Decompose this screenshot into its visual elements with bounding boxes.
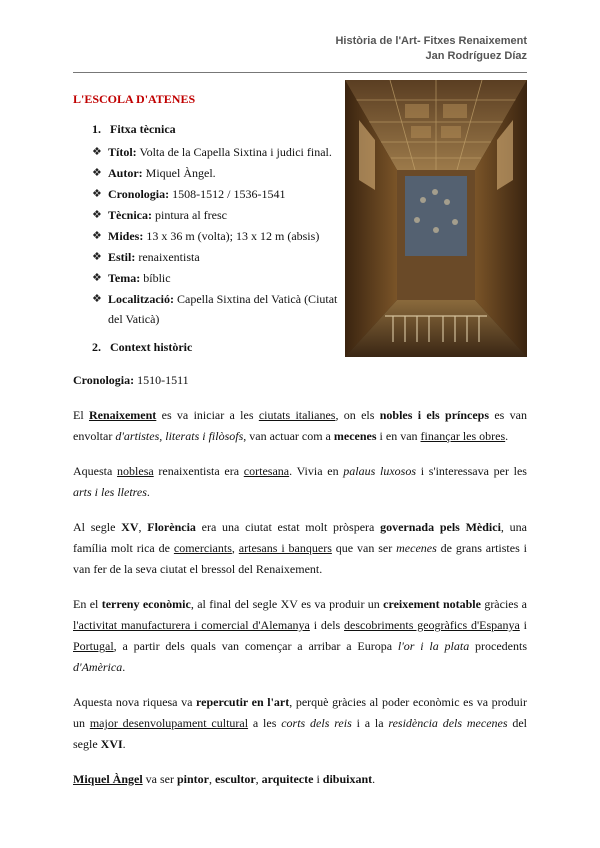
field-label: Tècnica: (108, 208, 152, 222)
field-value: renaixentista (135, 250, 200, 264)
sistine-chapel-photo (345, 80, 527, 357)
field-label: Cronologia: (108, 187, 170, 201)
paragraph: En el terreny econòmic, al final del segle XV es va produir un creixement notable gràcies a l'activitat manufacturera i comercial d'Alemanya i dels descobriments geogràfics d'Espanya i Portugal, a partir dels quals van començar a arribar a Europa l'or i la plata procedents d'Amèrica. (73, 597, 528, 674)
diamond-bullet-icon: ❖ (92, 293, 102, 305)
field-label: Mides: (108, 229, 144, 243)
field-label: Estil: (108, 250, 136, 264)
field-label: Autor: (108, 166, 143, 180)
list-item (92, 184, 352, 205)
section-fitxa-heading (92, 122, 176, 137)
list-item (92, 268, 352, 289)
diamond-bullet-icon: ❖ (92, 209, 102, 221)
field-label: Localització: (108, 292, 174, 306)
section-number: 1. (92, 122, 101, 136)
header-course: Història de l'Art- Fitxes Renaixement (335, 35, 527, 47)
section-context-heading (92, 340, 192, 355)
fitxa-list (92, 142, 352, 329)
field-value: 13 x 36 m (volta); 13 x 12 m (absis) (143, 229, 320, 243)
paragraph: Aquesta nova riquesa va repercutir en l'art, perquè gràcies al poder econòmic es va produir un major desenvolupament cultural a les corts dels reis i a la residència dels mecenes del segle XVI. (73, 695, 527, 751)
list-item (92, 226, 352, 247)
diamond-bullet-icon: ❖ (92, 188, 102, 200)
section-number: 2. (92, 340, 101, 354)
field-value: Volta de la Capella Sixtina i judici final. (136, 145, 332, 159)
field-value: pintura al fresc (152, 208, 227, 222)
field-value: bíblic (140, 271, 171, 285)
diamond-bullet-icon: ❖ (92, 167, 102, 179)
section-title: Context històric (110, 340, 193, 354)
field-value: Capella Sixtina del Vaticà (Ciutat del Vaticà) (108, 292, 338, 326)
list-item (92, 289, 352, 329)
page-title: L'ESCOLA D'ATENES (73, 92, 196, 106)
field-label: Tema: (108, 271, 141, 285)
page-header (335, 34, 527, 64)
field-value: 1508-1512 / 1536-1541 (169, 187, 286, 201)
list-item (92, 163, 352, 184)
list-item (92, 142, 352, 163)
document-body (73, 370, 527, 804)
field-label: Títol: (108, 145, 137, 159)
diamond-bullet-icon: ❖ (92, 272, 102, 284)
list-item (92, 247, 352, 268)
section-title: Fitxa tècnica (110, 122, 176, 136)
paragraph: Miquel Àngel va ser pintor, escultor, arquitecte i dibuixant. (73, 772, 376, 786)
paragraph: El Renaixement es va iniciar a les ciutats italianes, on els nobles i els prínceps es van envoltar d'artistes, literats i filòsofs, van actuar com a mecenes i en van finançar les obres. (73, 408, 527, 443)
field-value: Miquel Àngel. (142, 166, 216, 180)
header-rule (73, 72, 527, 73)
diamond-bullet-icon: ❖ (92, 251, 102, 263)
list-item (92, 205, 352, 226)
paragraph: Aquesta noblesa renaixentista era cortesana. Vivia en palaus luxosos i s'interessava per les arts i les lletres. (73, 464, 527, 499)
sistine-chapel-illustration (345, 80, 527, 357)
header-author: Jan Rodríguez Díaz (425, 50, 527, 62)
paragraph: Al segle XV, Florència era una ciutat estat molt pròspera governada pels Mèdici, una família molt rica de comerciants, artesans i banquers que van ser mecenes de grans artistes i van fer de la seva ciutat el bressol del Renaixement. (73, 520, 527, 576)
cronologia-line: Cronologia: 1510-1511 (73, 373, 189, 387)
diamond-bullet-icon: ❖ (92, 146, 102, 158)
diamond-bullet-icon: ❖ (92, 230, 102, 242)
